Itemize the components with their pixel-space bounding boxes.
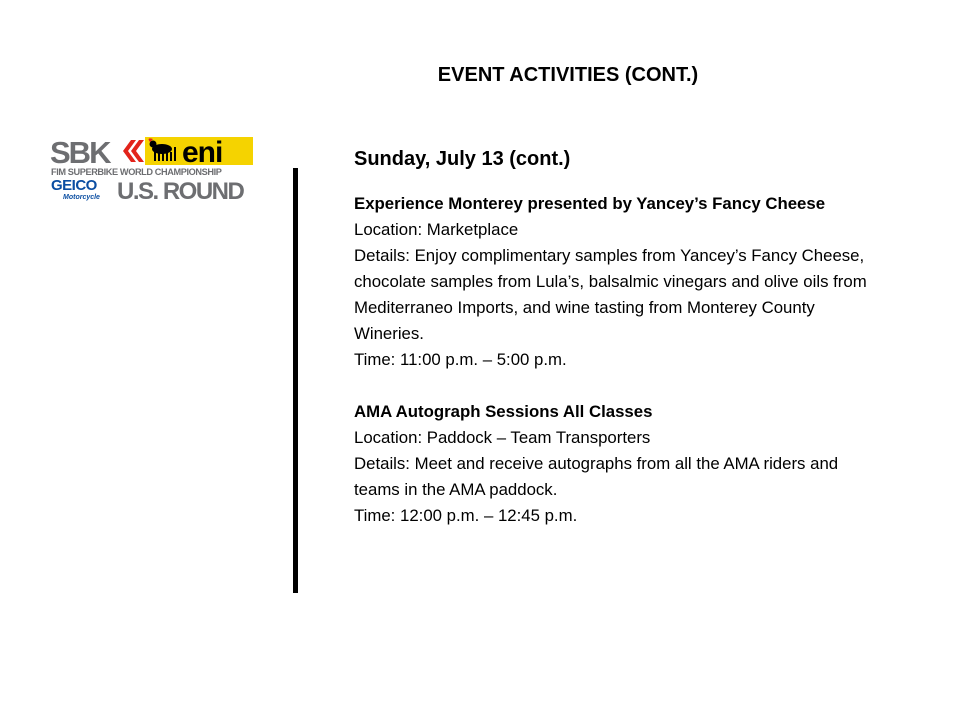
logo-geico-text: GEICO [51,177,97,194]
logo-motorcycle-text: Motorcycle [63,194,100,201]
event-block-ama-autograph [354,399,884,529]
event-block-experience-monterey [354,191,884,373]
event-content [354,146,884,555]
logo-sbk-text: SBK [50,135,110,170]
event-location: Location: Paddock – Team Transporters [354,428,651,447]
vertical-divider [293,168,298,593]
logo-eni-text: eni [182,136,223,169]
event-details: Details: Meet and receive autographs from all the AMA riders and teams in the AMA paddock. [354,454,839,499]
event-time: Time: 12:00 p.m. – 12:45 p.m. [354,506,578,525]
logo-us-round-text: U.S. ROUND [117,178,244,202]
slide-title: EVENT ACTIVITIES (CONT.) [437,64,699,86]
event-time: Time: 11:00 p.m. – 5:00 p.m. [354,350,567,369]
day-heading: Sunday, July 13 (cont.) [354,148,571,170]
event-title: Experience Monterey presented by Yancey’s Fancy Cheese [354,194,826,213]
event-location: Location: Marketplace [354,220,519,239]
event-title: AMA Autograph Sessions All Classes [354,402,653,421]
sbk-eni-us-round-logo [50,134,256,202]
logo-championship-text: FIM SUPERBIKE WORLD CHAMPIONSHIP [51,167,222,177]
event-details: Details: Enjoy complimentary samples from Yancey’s Fancy Cheese, chocolate samples from Lula’s, balsalmic vinegars and olive oils from Mediterraneo Imports, and wine tasting from Monterey County Wineries. [354,246,867,343]
